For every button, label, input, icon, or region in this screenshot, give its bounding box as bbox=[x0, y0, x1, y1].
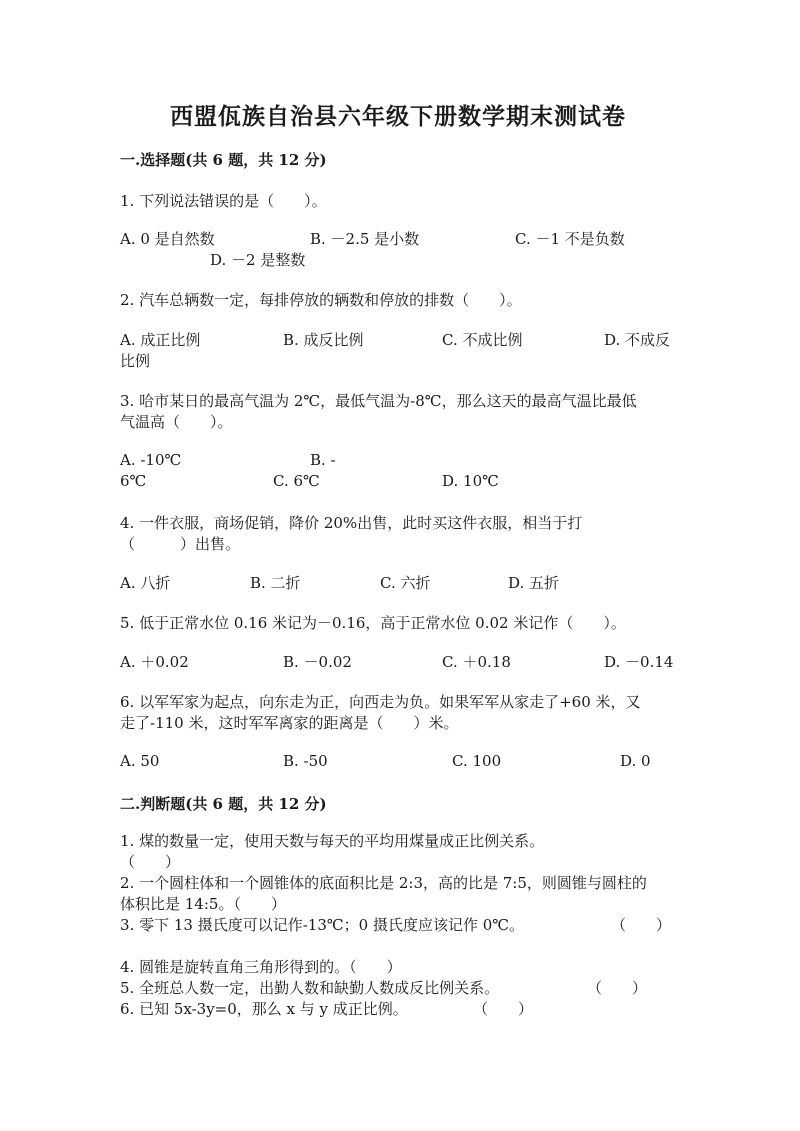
q4-option-a: A. 八折 bbox=[120, 574, 171, 592]
q6-option-d: D. 0 bbox=[620, 752, 651, 770]
q3-option-d: D. 10℃ bbox=[442, 472, 499, 490]
question-6-stem-line-1: 6. 以军军家为起点，向东走为正，向西走为负。如果军军从家走了+60 米，又 bbox=[120, 693, 641, 711]
judgement-1-answer-blank: （ ） bbox=[120, 853, 181, 871]
question-1-stem: 1. 下列说法错误的是（ ）。 bbox=[120, 192, 327, 210]
question-6-stem-line-2: 走了-110 米，这时军军离家的距离是（ ）米。 bbox=[120, 714, 459, 732]
q1-option-c: C. －1 不是负数 bbox=[515, 230, 625, 248]
judgement-2-statement-line-1: 2. 一个圆柱体和一个圆锥体的底面积比是 2:3，高的比是 7:5，则圆锥与圆柱的 bbox=[120, 874, 647, 892]
q2-option-b: B. 成反比例 bbox=[283, 331, 364, 349]
q6-option-b: B. -50 bbox=[283, 752, 328, 770]
question-2-stem: 2. 汽车总辆数一定，每排停放的辆数和停放的排数（ ）。 bbox=[120, 291, 522, 309]
judgement-3-answer-blank: （ ） bbox=[611, 916, 672, 934]
judgement-2-statement-line-2: 体积比是 14:5。（ ） bbox=[120, 895, 286, 913]
question-5-stem: 5. 低于正常水位 0.16 米记为－0.16，高于正常水位 0.02 米记作（ ）。 bbox=[120, 614, 626, 632]
question-4-stem-line-2: （ ）出售。 bbox=[120, 535, 241, 553]
q5-option-a: A. ＋0.02 bbox=[120, 653, 189, 671]
q3-option-b-continued: 6℃ bbox=[120, 472, 147, 490]
q4-option-b: B. 二折 bbox=[250, 574, 301, 592]
q5-option-c: C. ＋0.18 bbox=[442, 653, 511, 671]
q5-option-b: B. －0.02 bbox=[283, 653, 352, 671]
q3-option-a: A. -10℃ bbox=[120, 451, 182, 469]
q2-option-d-continued: 比例 bbox=[120, 352, 151, 370]
q2-option-c: C. 不成比例 bbox=[442, 331, 523, 349]
section-heading-true-false: 二.判断题(共 6 题，共 12 分) bbox=[120, 795, 327, 813]
judgement-6-answer-blank: （ ） bbox=[473, 1000, 534, 1018]
q3-option-c: C. 6℃ bbox=[273, 472, 320, 490]
judgement-1-statement: 1. 煤的数量一定，使用天数与每天的平均用煤量成正比例关系。 bbox=[120, 832, 545, 850]
q6-option-a: A. 50 bbox=[120, 752, 160, 770]
q1-option-d: D. －2 是整数 bbox=[210, 251, 306, 269]
judgement-5-answer-blank: （ ） bbox=[587, 979, 648, 997]
q3-option-b: B. - bbox=[310, 451, 336, 469]
section-heading-choice: 一.选择题(共 6 题，共 12 分) bbox=[120, 151, 327, 169]
question-3-stem-line-1: 3. 哈市某日的最高气温为 2℃，最低气温为-8℃，那么这天的最高气温比最低 bbox=[120, 392, 637, 410]
q4-option-c: C. 六折 bbox=[380, 574, 431, 592]
q5-option-d: D. －0.14 bbox=[604, 653, 674, 671]
judgement-3-statement: 3. 零下 13 摄氏度可以记作-13℃；0 摄氏度应该记作 0℃。 bbox=[120, 916, 525, 934]
q2-option-a: A. 成正比例 bbox=[120, 331, 201, 349]
q1-option-b: B. －2.5 是小数 bbox=[310, 230, 420, 248]
page-title: 西盟佤族自治县六年级下册数学期末测试卷 bbox=[170, 103, 626, 130]
judgement-4-statement: 4. 圆锥是旋转直角三角形得到的。（ ） bbox=[120, 958, 402, 976]
judgement-6-statement: 6. 已知 5x-3y=0，那么 x 与 y 成正比例。 bbox=[120, 1000, 408, 1018]
q2-option-d: D. 不成反 bbox=[604, 331, 671, 349]
question-4-stem-line-1: 4. 一件衣服，商场促销，降价 20%出售，此时买这件衣服，相当于打 bbox=[120, 514, 583, 532]
q6-option-c: C. 100 bbox=[452, 752, 502, 770]
q4-option-d: D. 五折 bbox=[508, 574, 560, 592]
judgement-5-statement: 5. 全班总人数一定，出勤人数和缺勤人数成反比例关系。 bbox=[120, 979, 500, 997]
q1-option-a: A. 0 是自然数 bbox=[120, 230, 215, 248]
question-3-stem-line-2: 气温高（ ）。 bbox=[120, 413, 233, 431]
